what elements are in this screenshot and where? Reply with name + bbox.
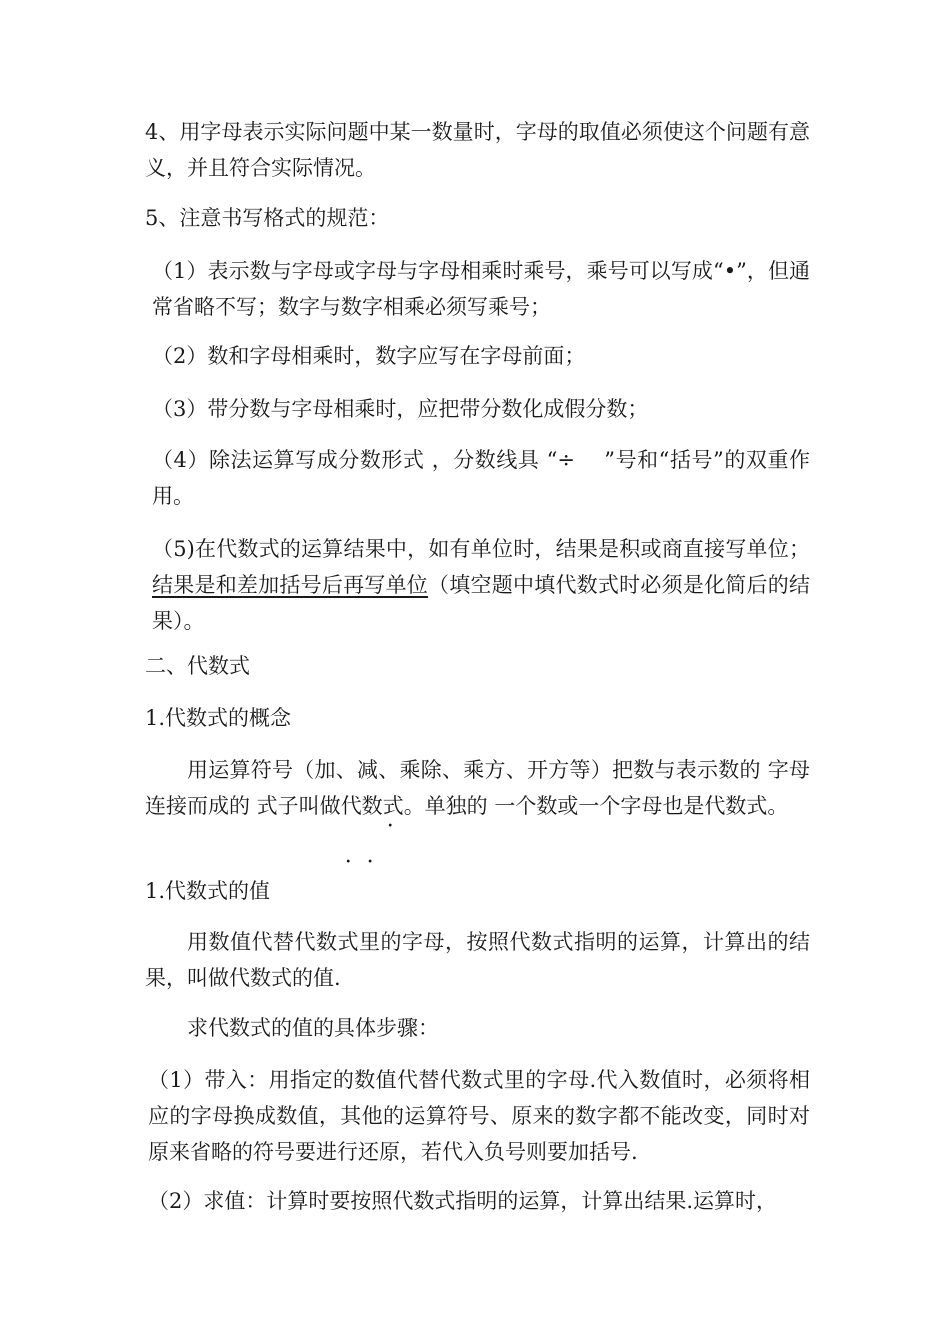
paragraph-rule-5 (152, 531, 810, 639)
emphasized-term: 代数式 · · · (341, 794, 404, 818)
subheading-concept: 1.代数式的概念 (145, 706, 292, 730)
section-heading-algebraic-expression: 二、代数式 (145, 654, 250, 678)
paragraph-steps-heading: 求代数式的值的具体步骤： (187, 1016, 439, 1040)
paragraph-value-definition: 用数值代替代数式里的字母，按照代数式指明的运算，计算出的结果，叫做代数式的值. (145, 930, 810, 990)
definition-text-c: 。单独的 一个数或一个字母也是代数式。 (403, 794, 789, 818)
subheading-value: 1.代数式的值 (145, 879, 271, 903)
definition-text-a: 用运算符号（加、减、乘除、乘方、开方等）把数与表示数的 字母连接而成的 式子叫做 (145, 758, 810, 818)
paragraph-rule-4: （4）除法运算写成分数形式 ，分数线具 “÷ ”号和“括号”的双重作用。 (152, 448, 810, 508)
paragraph-letter-value-meaning: 4、用字母表示实际问题中某一数量时，字母的取值必须使这个问题有意义，并且符合实际情况。 (145, 120, 810, 180)
rule-5-text-a: （5)在代数式的运算结果中，如有单位时，结果是积或商直接写单位； (152, 537, 810, 561)
paragraph-format-heading: 5、注意书写格式的规范： (145, 206, 390, 230)
paragraph-step-1: （1）带入：用指定的数值代替代数式里的字母.代入数值时，必须将相应的字母换成数值，其他的运算符号、原来的数字都不能改变，同时对原来省略的符号要进行还原，若代入负号则要加括号. (148, 1068, 810, 1164)
paragraph-concept-definition (145, 752, 810, 824)
rule-5-text-c: （填空题中填代数式时必须是化简后的结果）。 (152, 573, 811, 633)
rule-5-underlined-text: 结果是和差加括号后再写单位 (152, 573, 429, 597)
paragraph-rule-2: （2）数和字母相乘时，数字应写在字母前面； (152, 344, 586, 368)
paragraph-rule-3: （3）带分数与字母相乘时，应把带分数化成假分数； (152, 397, 649, 421)
paragraph-rule-1: （1）表示数与字母或字母与字母相乘时乘号，乘号可以写成“•”，但通常省略不写；数字与数字相乘必须写乘号； (152, 259, 810, 319)
paragraph-step-2: （2）求值：计算时要按照代数式指明的运算，计算出结果.运算时， (148, 1189, 778, 1213)
